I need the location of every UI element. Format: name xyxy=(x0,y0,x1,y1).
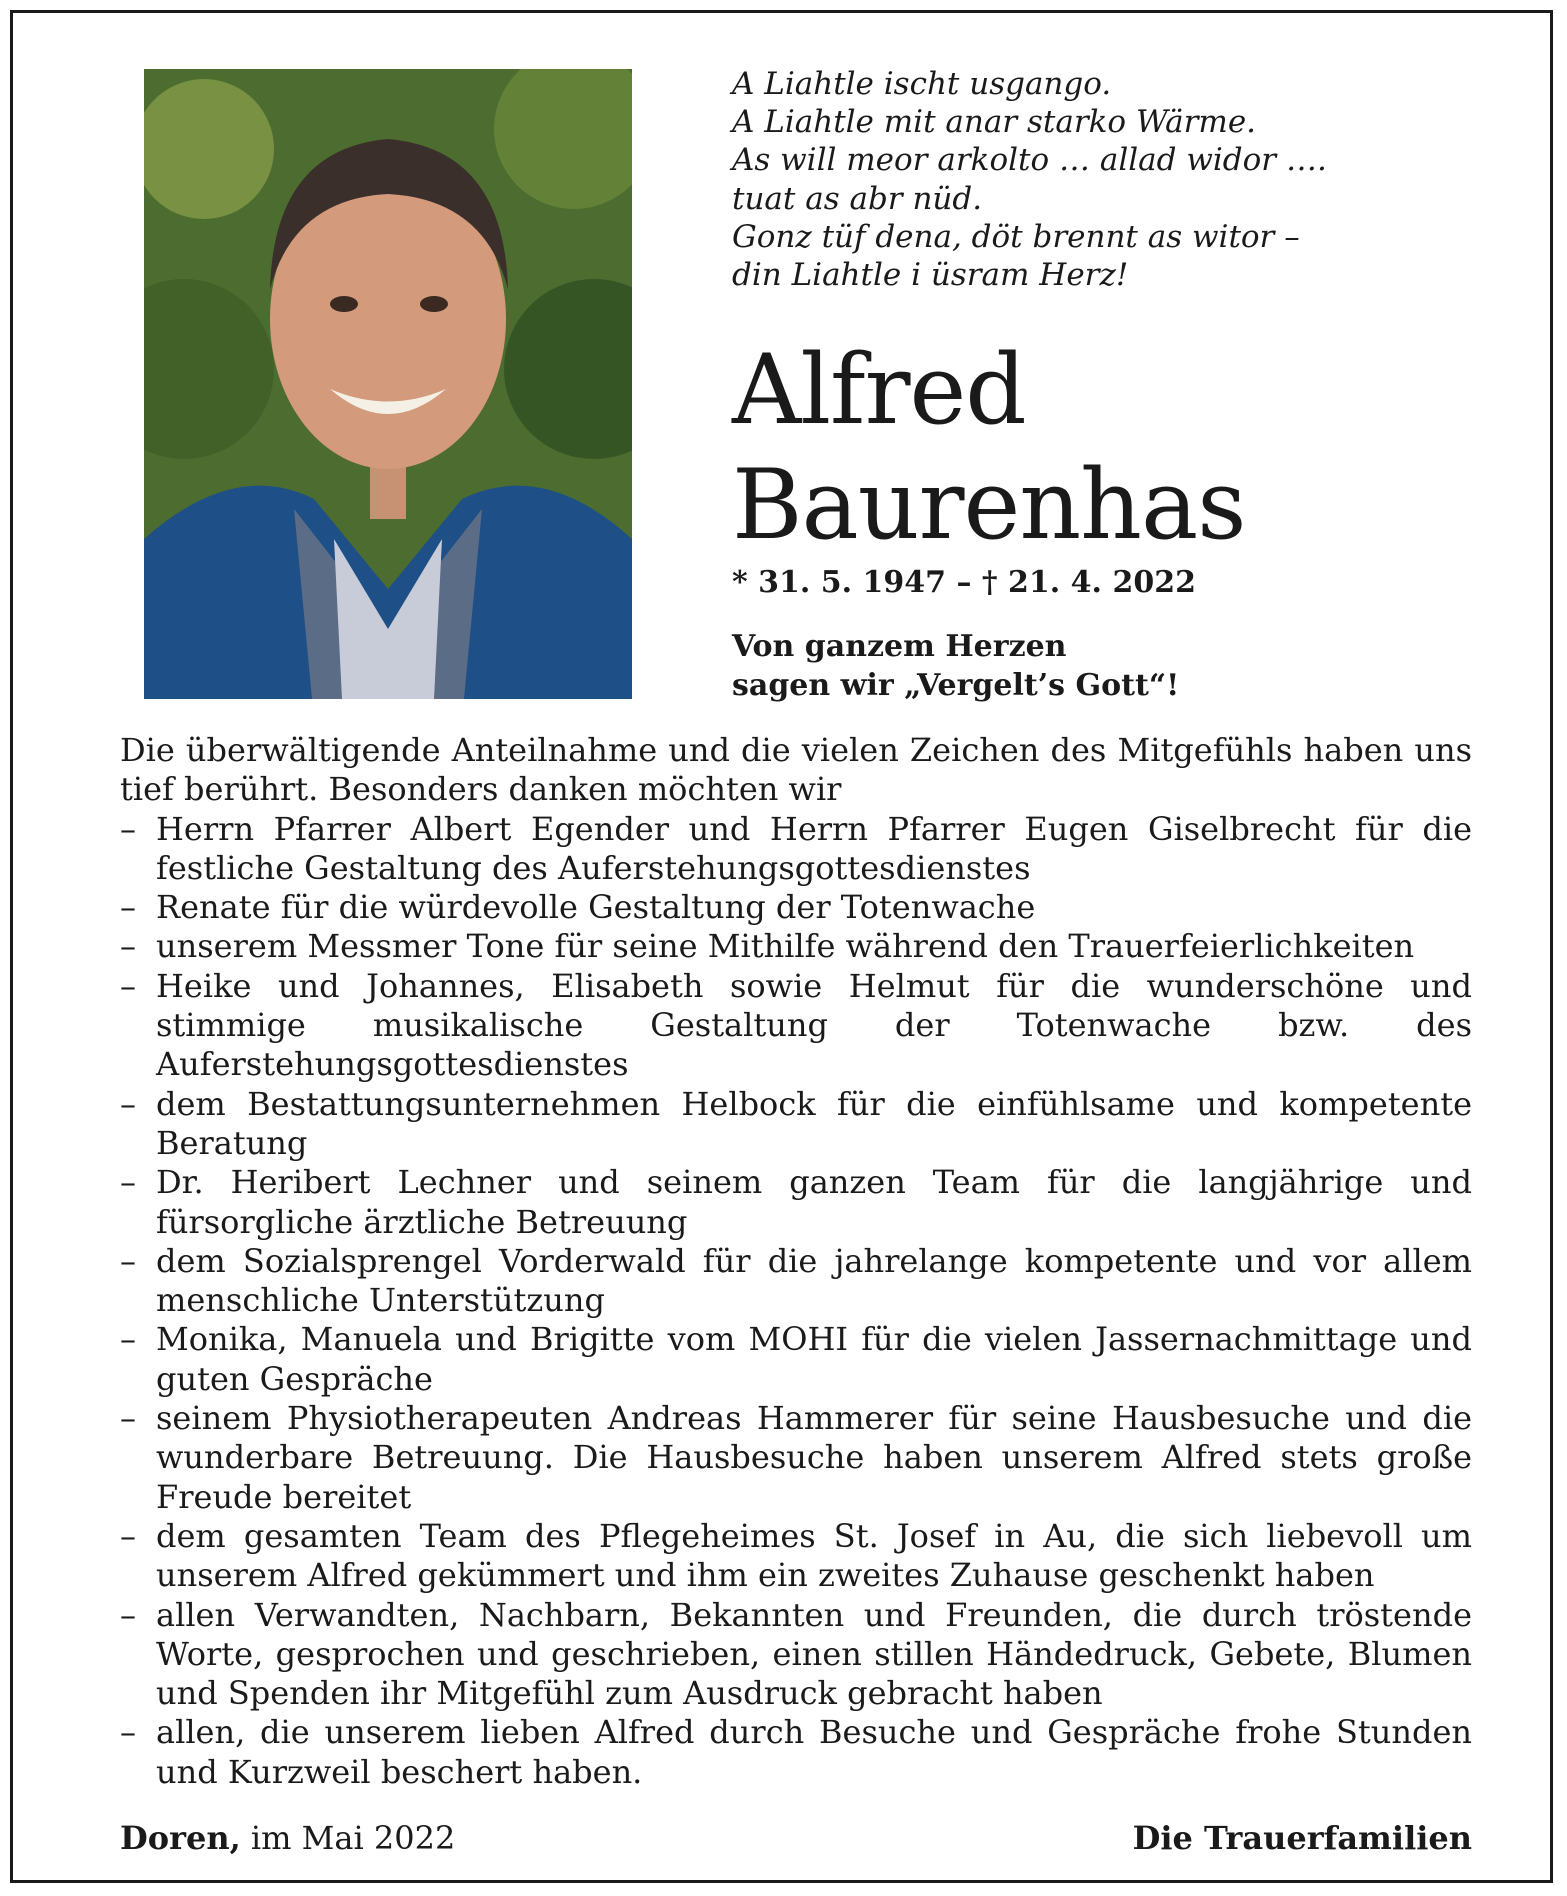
bullet-dash: – xyxy=(120,1595,136,1634)
poem-line: A Liahtle mit anar starko Wärme. xyxy=(732,104,1257,141)
poem xyxy=(732,65,1432,294)
thanks-item-text: allen, die unserem lieben Alfred durch Besuche und Gespräche frohe Stunden und Kurzweil beschert haben. xyxy=(156,1713,1472,1791)
life-dates: * 31. 5. 1947 – † 21. 4. 2022 xyxy=(732,565,1196,600)
thanks-item-text: dem gesamten Team des Pflegeheimes St. Josef in Au, die sich liebevoll um unserem Alfred gekümmert und ihm ein zweites Zuhause geschenkt haben xyxy=(156,1516,1472,1595)
thanks-list-item xyxy=(120,1517,1472,1596)
deceased-name xyxy=(732,333,1245,563)
thanks-list-item xyxy=(120,888,1472,927)
poem-line: A Liahtle ischt usgango. xyxy=(732,66,1112,102)
bullet-dash: – xyxy=(120,1516,136,1555)
bullet-dash: – xyxy=(120,888,136,927)
place-date xyxy=(120,1819,455,1857)
place: Doren, xyxy=(120,1819,241,1857)
thanks-list-item xyxy=(120,1320,1472,1399)
portrait-photo xyxy=(144,69,632,699)
obituary-frame xyxy=(10,10,1553,1883)
thanks-item-text: unserem Messmer Tone für seine Mithilfe während den Trauerfeierlichkeiten xyxy=(156,927,1415,966)
signature: Die Trauerfamilien xyxy=(1132,1819,1472,1857)
thanks-item-text: Dr. Heribert Lechner und seinem ganzen Team für die langjährige und fürsorgliche ärztliche Betreuung xyxy=(156,1163,1472,1241)
thanks-list-item xyxy=(120,1399,1472,1517)
poem-line: Gonz tüf dena, döt brennt as witor – xyxy=(732,218,1300,255)
thanks-item-text: seinem Physiotherapeuten Andreas Hammerer für seine Hausbesuche und die wunderbare Betreuung. Die Hausbesuche haben unserem Alfred stets große Freude bereitet xyxy=(156,1399,1472,1516)
bullet-dash: – xyxy=(120,927,136,966)
poem-line: din Liahtle i üsram Herz! xyxy=(732,257,1129,294)
thanks-item-text: dem Sozialsprengel Vorderwald für die jahrelange kompetente und vor allem menschliche Unterstützung xyxy=(156,1241,1472,1320)
thanks-item-text: Herrn Pfarrer Albert Egender und Herrn Pfarrer Eugen Giselbrecht für die festliche Gestaltung des Auferstehungsgottesdienstes xyxy=(156,809,1472,887)
thanks-list-item xyxy=(120,967,1472,1085)
thanks-heading-line: Von ganzem Herzen xyxy=(732,629,1067,664)
thanks-item-text: dem Bestattungsunternehmen Helbock für die einfühlsame und kompetente Beratung xyxy=(156,1084,1472,1162)
thanks-list-item xyxy=(120,927,1472,966)
thanks-heading-line: sagen wir „Vergelt’s Gott“! xyxy=(732,668,1180,703)
thanks-item-text: allen Verwandten, Nachbarn, Bekannten und Freunden, die durch tröstende Worte, gesprochen und geschrieben, einen stillen Händedruck, Gebete, Blumen und Spenden ihr Mitgefühl zum Ausdruck gebracht haben xyxy=(156,1595,1472,1713)
poem-line: As will meor arkolto … allad widor …. xyxy=(732,142,1327,179)
portrait-illustration xyxy=(144,69,632,699)
thanks-list-item xyxy=(120,810,1472,889)
thanks-list-item xyxy=(120,1163,1472,1242)
bullet-dash: – xyxy=(120,1241,136,1280)
last-name: Baurenhas xyxy=(732,449,1246,561)
thanks-item-text: Monika, Manuela und Brigitte vom MOHI für die vielen Jassernachmittage und guten Gespräche xyxy=(156,1320,1472,1398)
thanks-item-text: Renate für die würdevolle Gestaltung der Totenwache xyxy=(156,888,1036,927)
first-name: Alfred xyxy=(732,334,1026,446)
thanks-list-item xyxy=(120,1713,1472,1792)
date: im Mai 2022 xyxy=(250,1819,456,1857)
thanks-list-item xyxy=(120,1242,1472,1321)
body-text xyxy=(120,731,1472,1792)
bullet-dash: – xyxy=(120,1163,136,1202)
bullet-dash: – xyxy=(120,1084,136,1123)
bullet-dash: – xyxy=(120,1320,136,1359)
thanks-list xyxy=(120,810,1472,1792)
thanks-list-item xyxy=(120,1596,1472,1714)
thanks-heading xyxy=(732,627,1179,705)
bullet-dash: – xyxy=(120,1713,136,1752)
thanks-list-item xyxy=(120,1085,1472,1164)
bullet-dash: – xyxy=(120,809,136,848)
poem-line: tuat as abr nüd. xyxy=(732,180,983,217)
intro-paragraph: Die überwältigende Anteilnahme und die vielen Zeichen des Mitgefühls haben uns tief berührt. Besonders danken möchten wir xyxy=(120,731,1472,809)
bullet-dash: – xyxy=(120,1399,136,1438)
bullet-dash: – xyxy=(120,966,136,1005)
thanks-item-text: Heike und Johannes, Elisabeth sowie Helmut für die wunderschöne und stimmige musikalische Gestaltung der Totenwache bzw. des Auferstehungsgottesdienstes xyxy=(156,966,1472,1084)
